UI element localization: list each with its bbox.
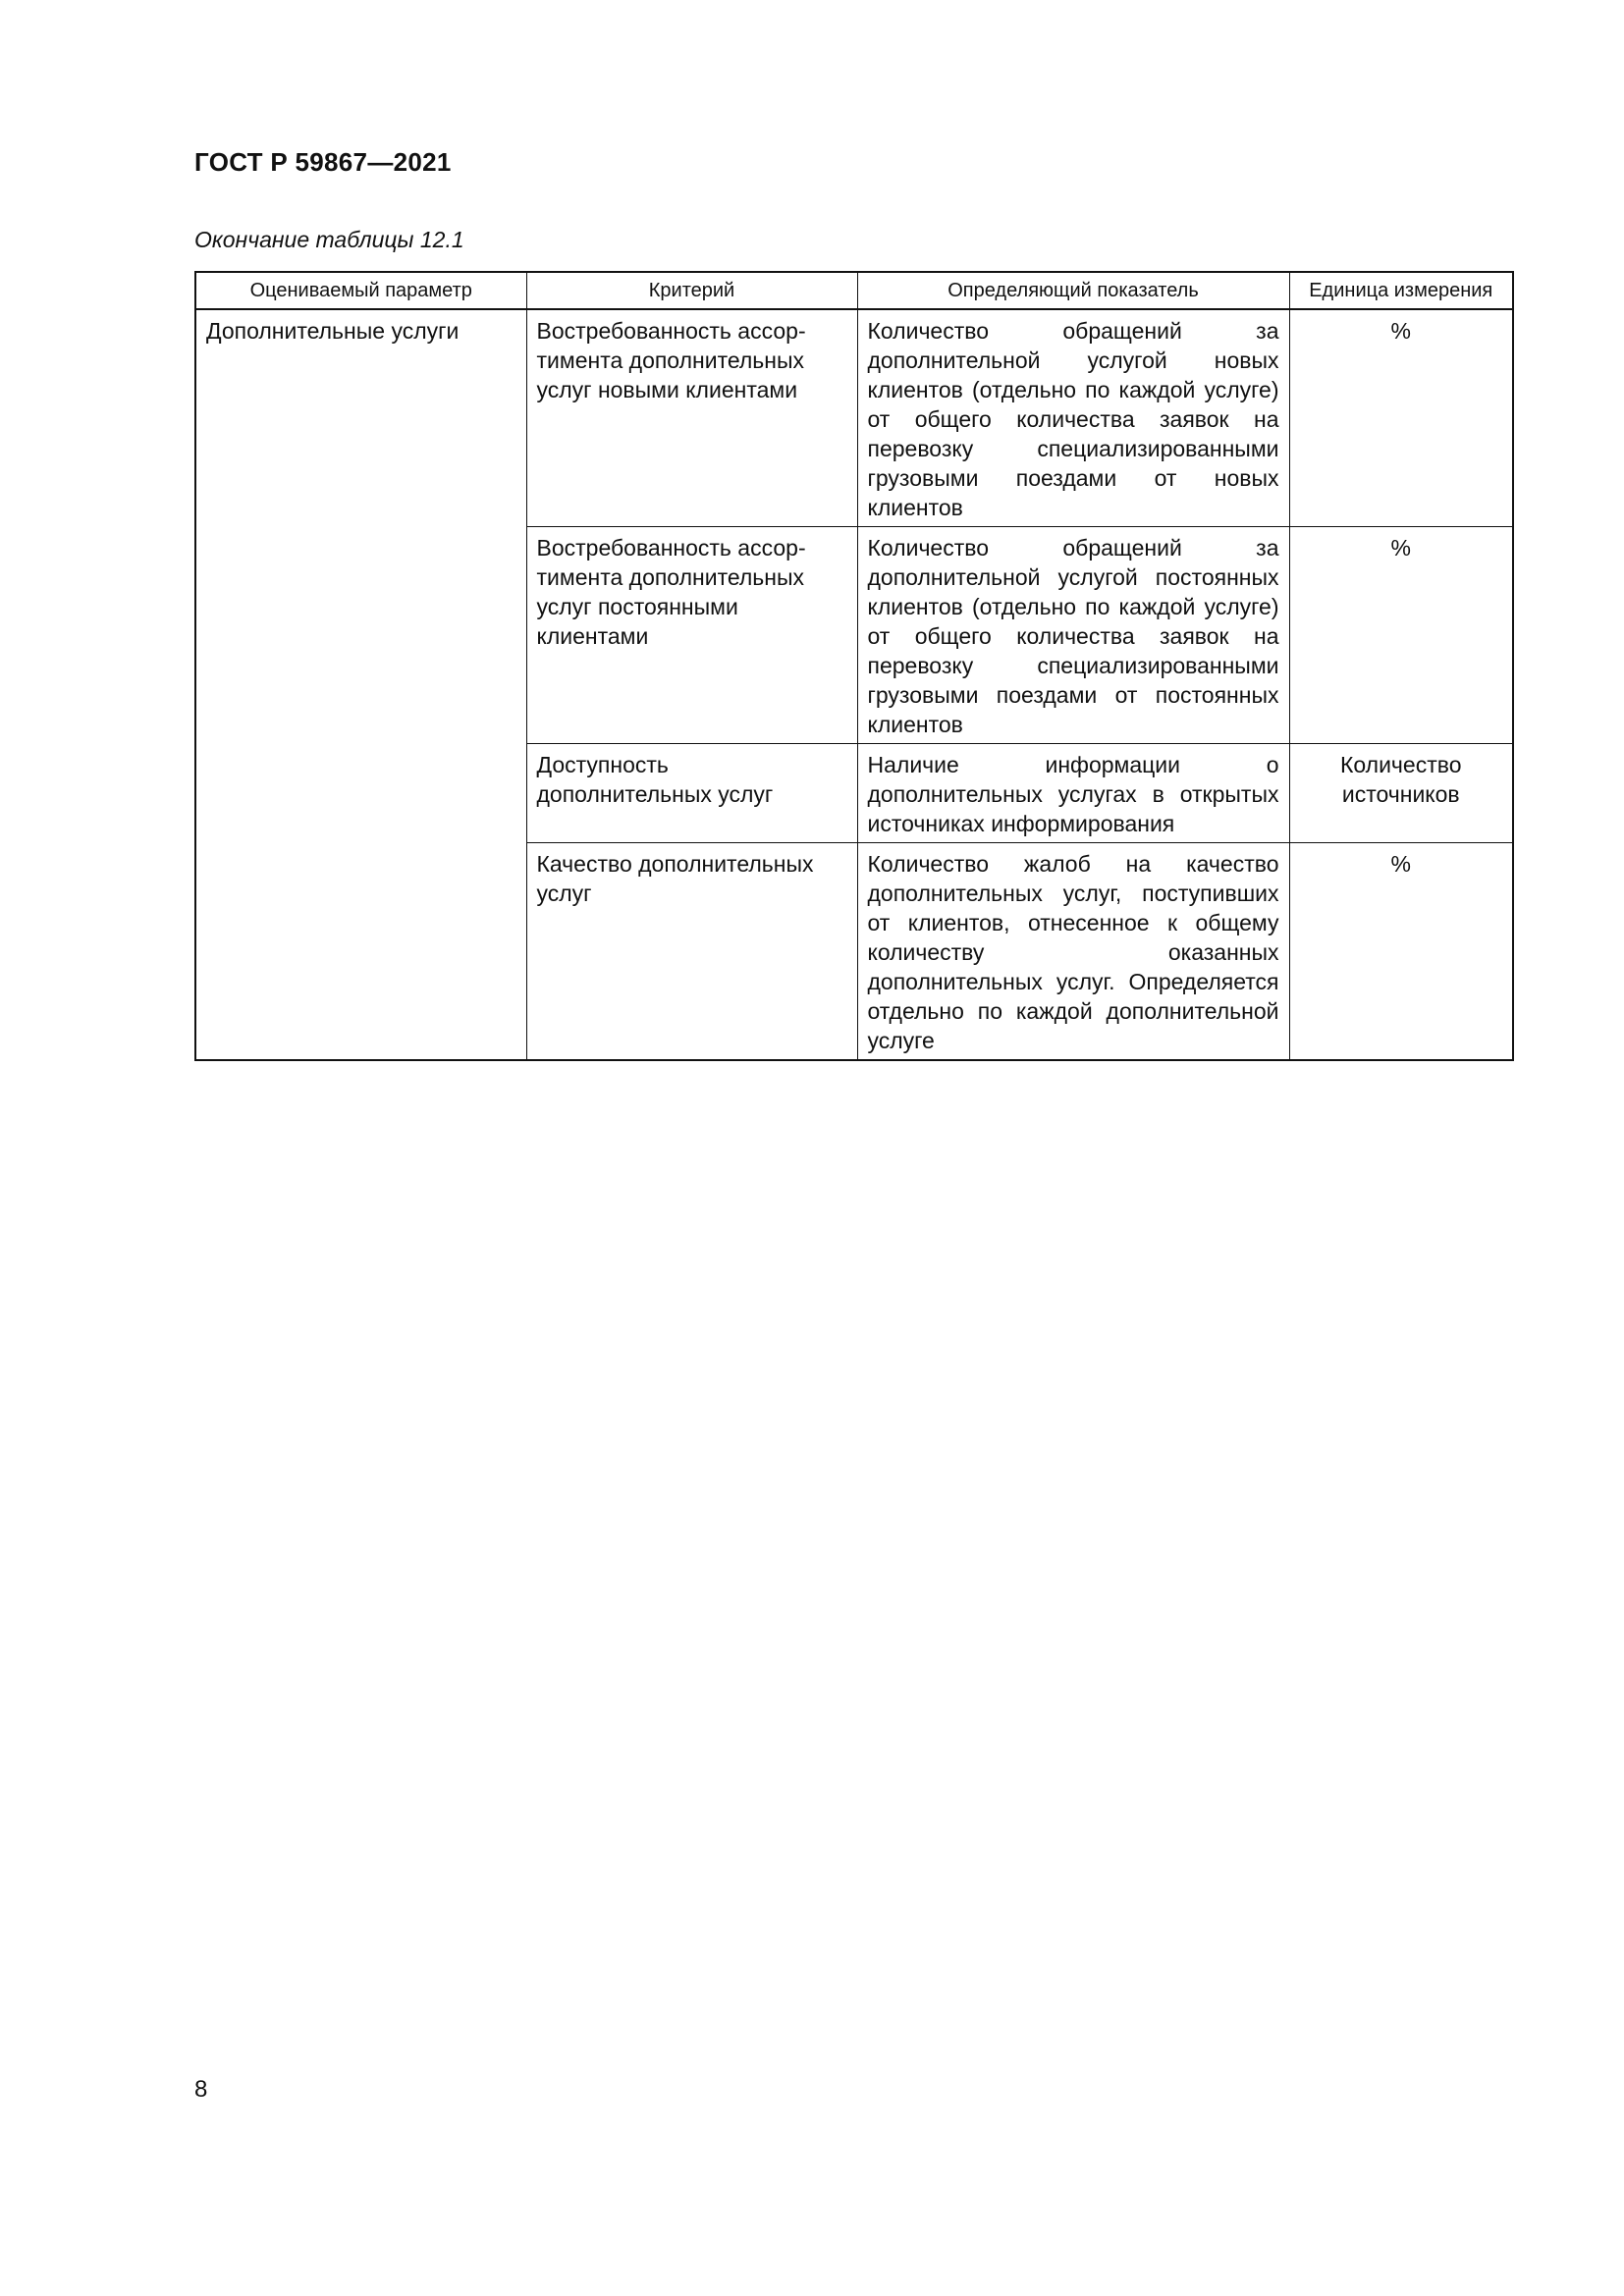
criterion-cell: Доступность дополнительных услуг bbox=[526, 744, 857, 843]
page-number: 8 bbox=[194, 2076, 208, 2103]
indicator-cell: Наличие информации о дополнительных услугах в открытых источниках информирования bbox=[857, 744, 1289, 843]
indicator-cell: Количество обращений за дополнительной услугой новых клиентов (отдельно по каждой услуге) от общего количества заявок на перевозку специализированными грузовыми поездами от новых клиентов bbox=[857, 309, 1289, 527]
unit-cell: % bbox=[1289, 309, 1513, 527]
column-header-parameter: Оцениваемый параметр bbox=[195, 272, 526, 309]
criteria-table bbox=[194, 271, 1514, 1061]
unit-cell: % bbox=[1289, 843, 1513, 1061]
unit-cell: Количество источников bbox=[1289, 744, 1513, 843]
criterion-cell: Востребованность ассор-тимента дополнительных услуг новыми клиентами bbox=[526, 309, 857, 527]
table-row bbox=[195, 309, 1513, 527]
table-header-row bbox=[195, 272, 1513, 309]
column-header-unit: Единица измерения bbox=[1289, 272, 1513, 309]
unit-cell: % bbox=[1289, 527, 1513, 744]
criterion-cell: Качество дополнительных услуг bbox=[526, 843, 857, 1061]
indicator-cell: Количество жалоб на качество дополнительных услуг, поступивших от клиентов, отнесенное к общему количеству оказанных дополнительных услуг. Определяется отдельно по каждой дополнительной услуге bbox=[857, 843, 1289, 1061]
document-code: ГОСТ Р 59867—2021 bbox=[194, 147, 452, 177]
criterion-cell: Востребованность ассор-тимента дополнительных услуг постоянными клиентами bbox=[526, 527, 857, 744]
table-caption: Окончание таблицы 12.1 bbox=[194, 227, 464, 252]
indicator-cell: Количество обращений за дополнительной услугой постоянных клиентов (отдельно по каждой услуге) от общего количества заявок на перевозку специализированными грузовыми поездами от постоянных клиентов bbox=[857, 527, 1289, 744]
parameter-cell: Дополнительные услуги bbox=[195, 309, 526, 1060]
column-header-criterion: Критерий bbox=[526, 272, 857, 309]
column-header-indicator: Определяющий показатель bbox=[857, 272, 1289, 309]
